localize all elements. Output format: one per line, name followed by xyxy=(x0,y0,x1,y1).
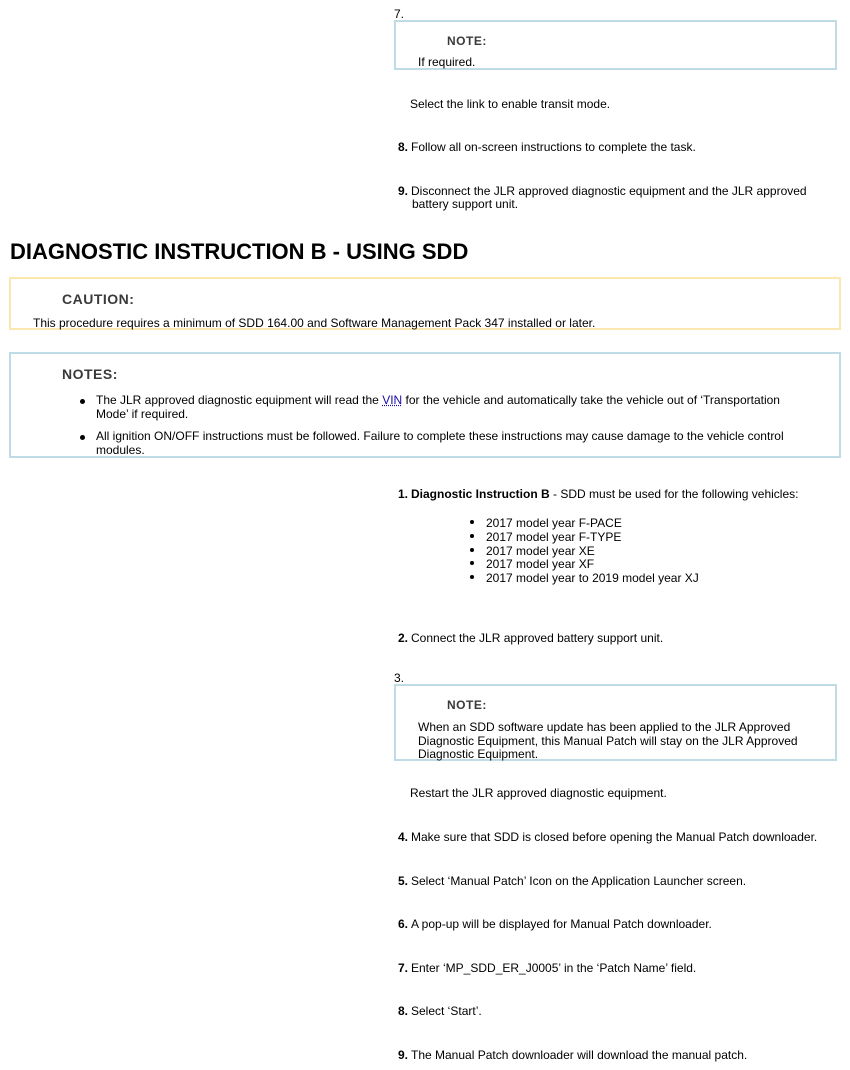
step-number: 4. xyxy=(397,830,408,844)
notes-label: NOTES: xyxy=(62,366,118,382)
note-item-text: The JLR approved diagnostic equipment will read the xyxy=(96,393,379,407)
step-text xyxy=(411,487,798,501)
vehicle-list-item: 2017 model year F-PACE xyxy=(486,516,622,530)
note-item-text: modules. xyxy=(96,443,145,457)
note-item-text: Mode’ if required. xyxy=(96,407,189,421)
step-text: Select ‘Manual Patch’ Icon on the Application Launcher screen. xyxy=(411,874,747,888)
step-number: 9. xyxy=(397,1048,408,1062)
step-text: A pop-up will be displayed for Manual Patch downloader. xyxy=(411,917,712,931)
note-box xyxy=(394,20,837,70)
step-number: 7. xyxy=(394,7,405,21)
vehicle-list-item: 2017 model year F-TYPE xyxy=(486,530,622,544)
bullet xyxy=(80,435,85,440)
vehicle-list-item: 2017 model year to 2019 model year XJ xyxy=(486,571,699,585)
step-text: The Manual Patch downloader will download the manual patch. xyxy=(411,1048,748,1062)
note-label: NOTE: xyxy=(447,34,487,48)
step-number: 9. xyxy=(397,184,408,198)
step-text: Connect the JLR approved battery support unit. xyxy=(411,631,664,645)
step-text: Select ‘Start’. xyxy=(411,1004,482,1018)
step-bold-text: Diagnostic Instruction B xyxy=(411,487,550,501)
vehicle-list-item: 2017 model year XE xyxy=(486,544,595,558)
step-number: 8. xyxy=(397,1004,408,1018)
vehicle-list-item: 2017 model year XF xyxy=(486,557,595,571)
note-label: NOTE: xyxy=(447,698,487,712)
step-text-rest: - SDD must be used for the following vehicles: xyxy=(549,487,799,501)
step-text: Follow all on-screen instructions to complete the task. xyxy=(411,140,696,154)
step-number: 5. xyxy=(397,874,408,888)
step-number: 8. xyxy=(397,140,408,154)
bullet xyxy=(470,548,474,552)
bullet xyxy=(470,575,474,579)
bullet xyxy=(470,534,474,538)
note-text: If required. xyxy=(418,55,476,69)
note-text: When an SDD software update has been applied to the JLR Approved xyxy=(418,720,791,734)
notes-box xyxy=(9,352,841,458)
step-text: Enter ‘MP_SDD_ER_J0005’ in the ‘Patch Name’ field. xyxy=(411,961,697,975)
step-text: Make sure that SDD is closed before opening the Manual Patch downloader. xyxy=(411,830,818,844)
step-text: Restart the JLR approved diagnostic equipment. xyxy=(410,786,667,800)
step-text: Disconnect the JLR approved diagnostic equipment and the JLR approved xyxy=(411,184,807,198)
step-number: 2. xyxy=(397,631,408,645)
step-number: 7. xyxy=(397,961,408,975)
note-item-text: All ignition ON/OFF instructions must be followed. Failure to complete these instructions may cause damage to the vehicle control xyxy=(96,429,784,443)
caution-label: CAUTION: xyxy=(62,291,135,307)
step-number: 6. xyxy=(397,917,408,931)
step-number: 3. xyxy=(394,671,405,685)
note-text: Diagnostic Equipment, this Manual Patch will stay on the JLR Approved xyxy=(418,734,798,748)
vin-link[interactable]: VIN xyxy=(382,393,403,407)
step-text: Select the link to enable transit mode. xyxy=(410,97,611,111)
step-number: 1. xyxy=(397,487,408,501)
note-text: Diagnostic Equipment. xyxy=(418,747,539,761)
caution-text: This procedure requires a minimum of SDD 164.00 and Software Management Pack 347 installed or later. xyxy=(33,316,596,330)
caution-box xyxy=(9,277,841,330)
bullet xyxy=(470,520,474,524)
step-text: battery support unit. xyxy=(412,197,519,211)
section-title: DIAGNOSTIC INSTRUCTION B - USING SDD xyxy=(10,239,469,264)
note-item xyxy=(96,393,780,407)
bullet xyxy=(470,561,474,565)
bullet xyxy=(80,399,85,404)
note-box xyxy=(394,684,837,761)
note-item-text: for the vehicle and automatically take the vehicle out of ‘Transportation xyxy=(405,393,780,407)
